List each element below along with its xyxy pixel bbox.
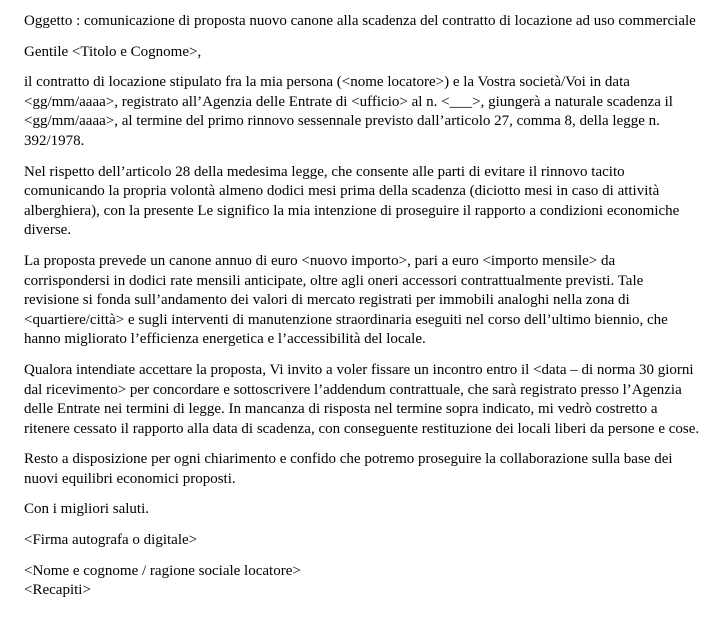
- sender-contacts: <Recapiti>: [24, 582, 91, 599]
- letter-paragraph-3: La proposta prevede un canone annuo di euro <nuovo importo>, pari a euro <importo mensile> da corrispondersi in dodici rate mensili anticipate, oltre agli oneri accessori contrattualmente previsti. Tale revisione si fonda sull’andamento dei valori di mercato registrati per immobili analoghi nella zona di <quartiere/città> e sugli interventi di manutenzione straordinaria eseguiti nel corso dell’ultimo biennio, che hanno migliorato l’efficienza energetica e l’accessibilità del locale.: [24, 252, 668, 348]
- letter-document: [24, 12, 700, 601]
- letter-paragraph-5: Resto a disposizione per ogni chiarimento e confido che potremo proseguire la collaborazione sulla base dei nuovi equilibri economici proposti.: [24, 451, 673, 487]
- letter-paragraph-4: Qualora intendiate accettare la proposta, Vi invito a voler fissare un incontro entro il <data – di norma 30 giorni dal ricevimento> per concordare e sottoscrivere l’addendum contrattuale, che sarà registrato presso l’Agenzia delle Entrate nei termini di legge. In mancanza di risposta nel termine sopra indicato, mi vedrò costretto a ritenere cessato il rapporto alla data di scadenza, con conseguente restituzione dei locali liberi da persone e cose.: [24, 361, 700, 437]
- letter-subject: Oggetto : comunicazione di proposta nuovo canone alla scadenza del contratto di locazione ad uso commerciale: [24, 13, 696, 29]
- letter-closing: Con i migliori saluti.: [24, 501, 150, 518]
- letter-paragraph-1: il contratto di locazione stipulato fra la mia persona (<nome locatore>) e la Vostra società/Voi in data <gg/mm/aaaa>, registrato all’Agenzia delle Entrate di <ufficio> al n. <___>, giungerà a naturale scadenza il <gg/mm/aaaa>, al termine del primo rinnovo sessennale previsto dall’articolo 27, comma 8, della legge n. 392/1978.: [24, 74, 673, 149]
- sender-name: <Nome e cognome / ragione sociale locatore>: [24, 562, 301, 579]
- letter-greeting: Gentile <Titolo e Cognome>,: [24, 43, 202, 60]
- letter-paragraph-2: Nel rispetto dell’articolo 28 della medesima legge, che consente alle parti di evitare il rinnovo tacito comunicando la propria volontà almeno dodici mesi prima della scadenza (diciotto mesi in caso di attività alberghiera), con la presente Le significo la mia intenzione di proseguire il rapporto a condizioni economiche diverse.: [24, 163, 680, 239]
- letter-signature: <Firma autografa o digitale>: [24, 532, 198, 549]
